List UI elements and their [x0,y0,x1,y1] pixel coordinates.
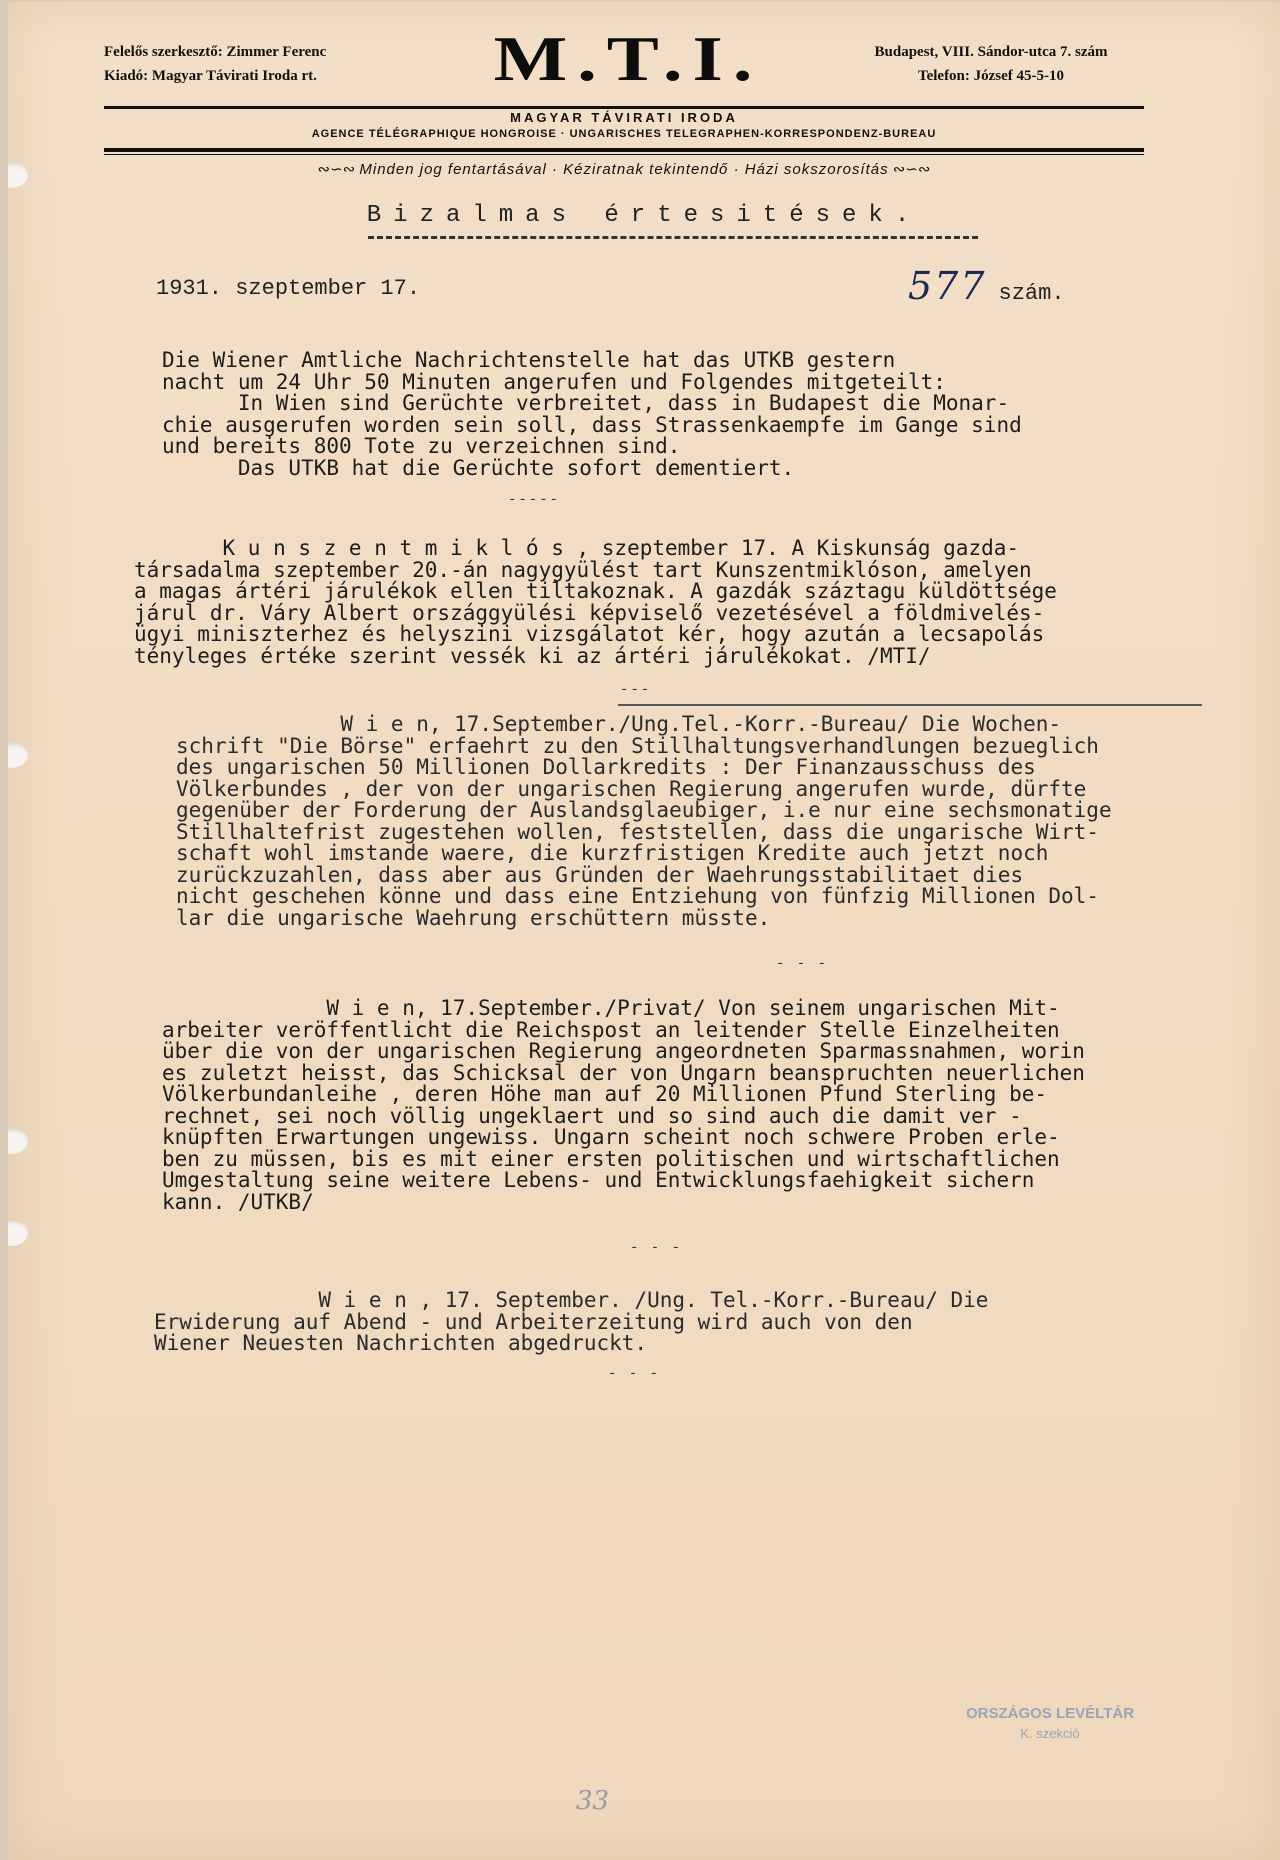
divider-line [618,704,1202,706]
ornament-icon: ∾∽∾ [888,161,931,178]
header-rule [104,148,1144,152]
document-page [8,2,1280,1860]
handwritten-number: 577 [908,264,987,308]
punch-hole [8,742,28,768]
phone-line: Telefon: József 45-5-10 [917,68,1065,84]
page-number: 33 [576,1786,610,1816]
agency-name-hu: MAGYAR TÁVIRATI IRODA [510,110,738,125]
rights-notice [104,160,1144,178]
agency-name-fr-de: AGENCE TÉLÉGRAPHIQUE HONGROISE · UNGARISCHES TELEGRAPHEN-KORRESPONDENZ-BUREAU [311,128,937,140]
stamp-title: ORSZÁGOS LEVÉLTÁR [966,1705,1135,1722]
letterhead-left [104,40,326,88]
separator: - - - [608,1366,661,1382]
archive-stamp [966,1704,1134,1744]
separator: ----- [508,492,561,508]
document-date: 1931. szeptember 17. [156,276,421,301]
address-line: Budapest, VIII. Sándor-utca 7. szám [874,44,1108,60]
news-item: W i e n, 17.September./Privat/ Von seinem ungarischen Mit- arbeiter veröffentlicht die Reichspost an leitender Stelle Einzelheiten über die von der ungarischen Regierung angeordneten Sparmassnahmen, worin es zuletzt heisst, das Schicksal der von Ungarn beanspruchten neuerlichen Völkerbundanleihe , deren Höhe man auf 20 Millionen Pfund Sterling be- rechnet, sei noch völlig ungeklaert und so sind auch die damit ver - knüpften Erwartungen ungewiss. Ungarn scheint noch schwere Proben erle- ben zu müssen, bis es mit einer ersten politischen und wirtschaftlichen Umgestaltung seine weitere Lebens- und Entwicklungsfaehigkeit sichern kann. /UTKB/ [162,996,1085,1214]
separator: --- [620,682,652,698]
punch-hole [8,1128,28,1154]
separator: - - - [630,1240,683,1256]
header-rule [104,154,1144,155]
punch-hole [8,1220,28,1246]
news-item: Die Wiener Amtliche Nachrichtenstelle hat das UTKB gestern nacht um 24 Uhr 50 Minuten angerufen und Folgendes mitgeteilt: In Wien sind Gerüchte verbreitet, dass in Budapest die Monar- chie ausgerufen worden sein soll, dass Strassenkaempfe im Gange sind und bereits 800 Tote zu verzeichnen sind. Das UTKB hat die Gerüchte sofort dementiert. [162,348,1022,480]
document-title: Bizalmas értesitések. [366,202,922,229]
publisher-line: Kiadó: Magyar Távirati Iroda rt. [104,68,317,84]
header-rule [104,106,1144,109]
news-item: W i e n, 17.September./Ung.Tel.-Korr.-Bureau/ Die Wochen- schrift "Die Börse" erfaehrt zu den Stillhaltungsverhandlungen bezueglich des ungarischen 50 Millionen Dollarkredits : Der Finanzausschuss des Völkerbundes , der von der ungarischen Regierung angerufen wurde, dürfte gegenüber der Forderung der Auslandsglaeubiger, i.e nur eine sechsmonatige Stillhaltefrist zugestehen wollen, feststellen, dass die ungarische Wirt- schaft wohl imstande waere, die kurzfristigen Kredite auch jetzt noch zurückzuzahlen, dass aber aus Gründen der Waehrungsstabilitaet dies nicht geschehen könne und dass eine Entziehung von fünfzig Millionen Dol- lar die ungarische Waehrung erschüttern müsste. [176,712,1112,930]
punch-hole [8,162,28,188]
mti-logo: M.T.I. [493,22,763,94]
letterhead-right [846,40,1136,88]
news-item: K u n s z e n t m i k l ó s , szeptember 17. A Kiskunság gazda- társadalma szeptember 20.-án nagygyülést tart Kunszentmiklóson, amelyen a magas ártéri járulékok ellen tiltakoznak. A gazdák száztagu küldöttsége járul dr. Váry Albert országgyülési képviselő vezetésével a földmivelés- ügyi miniszterhez és helyszini vizsgálatot kér, hogy azután a lecsapolás tényleges értéke szerint vessék ki az ártéri járulékokat. /MTI/ [134,536,1057,668]
ornament-icon: ∾∽∾ [317,161,360,178]
rights-text: Minden jog fentartásával · Kéziratnak tekintendő · Házi sokszorosítás [359,161,889,178]
separator: - - - [776,956,829,972]
title-underline [368,236,978,239]
editor-line: Felelős szerkesztő: Zimmer Ferenc [104,44,327,60]
stamp-section: K. szekció [1020,1726,1080,1741]
news-item: W i e n , 17. September. /Ung. Tel.-Korr.-Bureau/ Die Erwiderung auf Abend - und Arbeiterzeitung wird auch von den Wiener Neuesten Nachrichten abgedruckt. [154,1288,989,1355]
number-suffix: szám. [998,281,1065,306]
document-number [908,264,1065,308]
